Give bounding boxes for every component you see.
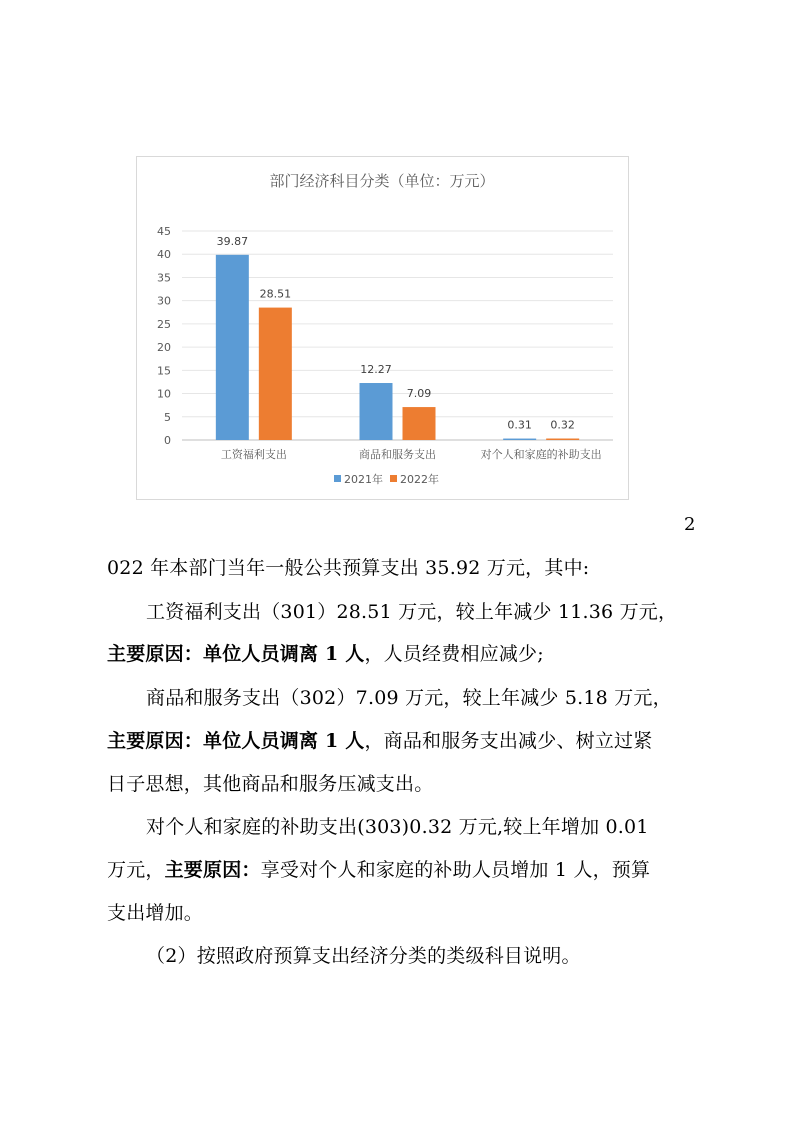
y-tick-label: 10 xyxy=(157,387,171,401)
reason-label: 主要原因：单位人员调离 1 人 xyxy=(107,643,365,665)
legend-swatch xyxy=(334,475,341,482)
y-tick-label: 20 xyxy=(157,341,171,355)
x-tick-label: 对个人和家庭的补助支出 xyxy=(480,448,602,461)
y-tick-label: 45 xyxy=(157,225,171,238)
reason-text: 享受对个人和家庭的补助人员增加 1 人，预算 xyxy=(260,859,651,881)
reason-label: 主要原因：单位人员调离 1 人 xyxy=(107,730,365,752)
data-label: 0.31 xyxy=(507,418,532,432)
legend-label: 2021年 xyxy=(344,473,383,486)
reason-label: 主要原因： xyxy=(164,859,261,881)
data-label: 7.09 xyxy=(406,387,432,401)
data-label: 28.51 xyxy=(259,287,292,301)
chart-title: 部门经济科目分类（单位：万元） xyxy=(269,172,495,190)
y-tick-label: 40 xyxy=(157,248,171,262)
bar-2021年 xyxy=(503,439,536,440)
y-tick-label: 5 xyxy=(164,410,171,424)
y-tick-label: 0 xyxy=(164,434,171,447)
paragraph-goods-line1: 商品和服务支出（302）7.09 万元，较上年减少 5.18 万元， xyxy=(146,687,672,709)
chart-container xyxy=(136,156,629,500)
reason-text: ，人员经费相应减少; xyxy=(364,643,544,665)
y-tick-label: 30 xyxy=(157,294,171,308)
bar-chart xyxy=(137,157,628,499)
paragraph-salary-line1: 工资福利支出（301）28.51 万元，较上年减少 11.36 万元， xyxy=(146,601,678,623)
legend-label: 2022年 xyxy=(400,473,439,486)
y-tick-label: 25 xyxy=(157,317,171,331)
paragraph-subsidy-line3: 支出增加。 xyxy=(107,902,204,924)
paragraph-section-heading: （2）按照政府预算支出经济分类的类级科目说明。 xyxy=(146,945,581,967)
bar-2021年 xyxy=(360,383,393,440)
paragraph-salary-line2 xyxy=(107,642,697,666)
paragraph-subsidy-line1: 对个人和家庭的补助支出(303)0.32 万元,较上年增加 0.01 xyxy=(146,816,649,838)
x-tick-label: 工资福利支出 xyxy=(220,448,287,461)
reason-text: ，商品和服务支出减少、树立过紧 xyxy=(364,730,653,752)
paragraph-goods-line2 xyxy=(107,729,697,753)
paragraph-goods-line3: 日子思想，其他商品和服务压减支出。 xyxy=(107,773,434,795)
data-label: 0.32 xyxy=(550,418,575,432)
data-label: 39.87 xyxy=(216,234,249,248)
bar-2022年 xyxy=(259,308,292,440)
y-tick-label: 15 xyxy=(157,364,171,378)
bar-2021年 xyxy=(216,255,249,440)
paragraph-total: 022 年本部门当年一般公共预算支出 35.92 万元，其中: xyxy=(107,557,590,579)
page-number: 2 xyxy=(684,514,696,535)
bar-2022年 xyxy=(546,439,579,440)
legend-swatch xyxy=(390,475,397,482)
paragraph-subsidy-line2 xyxy=(107,858,697,882)
x-tick-label: 商品和服务支出 xyxy=(359,448,436,461)
data-label: 12.27 xyxy=(360,363,392,377)
bar-2022年 xyxy=(403,407,436,440)
y-tick-label: 35 xyxy=(157,271,171,285)
subsidy-prefix: 万元， xyxy=(107,859,165,881)
